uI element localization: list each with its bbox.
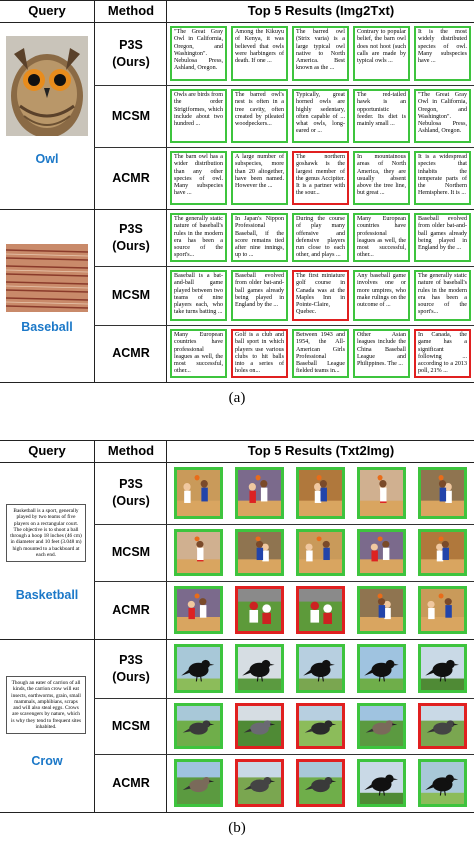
result-text-cell: "The Great Gray Owl in California, Oregon, and Washington". Nebulosa Press, Ashland, Oregon. bbox=[414, 89, 471, 143]
method-label-mcsm bbox=[96, 698, 166, 754]
result-thumbnail bbox=[418, 644, 467, 693]
result-thumbnail bbox=[296, 586, 345, 634]
method-label-acmr bbox=[96, 147, 166, 209]
result-text-cell: The barred owl's nest is often in a tree cavity, often created by pileated woodpeckers... bbox=[231, 89, 288, 143]
method-label-acmr bbox=[96, 325, 166, 382]
method-sub: (Ours) bbox=[112, 54, 150, 69]
method-header-b: Method bbox=[107, 443, 155, 458]
method-label-p3s bbox=[96, 22, 166, 85]
bird-photo-icon bbox=[177, 762, 220, 804]
result-thumbnail bbox=[357, 644, 406, 693]
bird-photo-icon bbox=[238, 706, 281, 746]
result-thumbnail bbox=[418, 586, 467, 634]
result-text-cell: It is a widespread species that inhabits the temperate parts of the Northern Hemisphere. It is ... bbox=[414, 151, 471, 205]
result-text-cell: The generally static nature of baseball's rules in the modern era has been a source of the sport's... bbox=[414, 270, 471, 321]
crow-query-label: Crow bbox=[31, 754, 63, 768]
result-text-cell: It is the most widely distributed species of owl. Many subspecies have ... bbox=[414, 26, 471, 81]
result-text-cell: Other Asian leagues include the China Baseball League and Philippines. The ... bbox=[353, 329, 410, 378]
result-thumbnail bbox=[174, 586, 223, 634]
query-header: Query bbox=[28, 3, 66, 18]
bird-photo-icon bbox=[177, 706, 220, 746]
result-thumbnail bbox=[235, 644, 284, 693]
query-header-b: Query bbox=[28, 443, 66, 458]
result-text-cell: The first miniature golf course in Canada was at the Maples Inn in Pointe-Claire, Quebec. bbox=[292, 270, 349, 321]
bird-photo-icon bbox=[360, 706, 403, 746]
method-label-p3s bbox=[96, 462, 166, 524]
result-thumbnail bbox=[418, 467, 467, 519]
basketball-photo-icon bbox=[360, 589, 403, 631]
result-text-cell: The generally static nature of baseball's rules in the modern era has been a source of the sport's... bbox=[170, 213, 227, 262]
method-name: MCSM bbox=[111, 108, 151, 123]
method-label-acmr bbox=[96, 754, 166, 812]
crow-photo-icon bbox=[360, 647, 403, 690]
result-thumbnail bbox=[357, 759, 406, 807]
result-thumbnail bbox=[235, 759, 284, 807]
result-text-cell: In mountainous areas of North America, they are usually absent above the tree line, but great ... bbox=[353, 151, 410, 205]
basketball-photo-icon bbox=[299, 532, 342, 573]
result-text-cell: Baseball evolved from older bat-and-ball games already being played in England by the ... bbox=[231, 270, 288, 321]
result-text-cell: A large number of subspecies, more than 20 altogether, have been named. However the ... bbox=[231, 151, 288, 205]
crow-photo-icon bbox=[238, 647, 281, 690]
result-thumbnail bbox=[418, 759, 467, 807]
method-name: ACMR bbox=[112, 170, 150, 185]
basketball-photo-icon bbox=[421, 532, 464, 573]
result-thumbnail bbox=[174, 703, 223, 749]
crow-photo-icon bbox=[421, 762, 464, 804]
bird-photo-icon bbox=[299, 706, 342, 746]
result-thumbnail bbox=[418, 703, 467, 749]
basketball-query-text: Basketball is a sport, generally played by two teams of five players on a rectangular court. The objective is to shoot a ball through a hoop 18 inches (46 cm) in diameter and 10 feet (3.048 m) high mounted to a backboard at each end. bbox=[6, 504, 86, 562]
method-label-p3s bbox=[96, 209, 166, 266]
method-name: P3S bbox=[119, 652, 143, 667]
result-thumbnail bbox=[235, 467, 284, 519]
method-sub: (Ours) bbox=[112, 238, 150, 253]
result-thumbnail bbox=[357, 529, 406, 576]
result-text-cell: Between 1943 and 1954, the All-American Girls Professional Baseball League fielded teams in... bbox=[292, 329, 349, 378]
result-text-cell: "The Great Gray Owl in California, Oregon, and Washington". Nebulosa Press, Ashland, Oregon. bbox=[170, 26, 227, 81]
owl-query-image bbox=[6, 36, 88, 136]
result-thumbnail bbox=[296, 467, 345, 519]
method-name: P3S bbox=[119, 477, 143, 491]
result-text-cell: During the course of play many offensive and defensive players run close to each other, and plays ... bbox=[292, 213, 349, 262]
owl-photo-icon bbox=[6, 36, 88, 136]
football-photo-icon bbox=[299, 589, 342, 631]
result-thumbnail bbox=[235, 703, 284, 749]
results-header: Top 5 Results (Img2Txt) bbox=[247, 3, 395, 18]
method-label-mcsm bbox=[96, 85, 166, 147]
method-label-mcsm bbox=[96, 266, 166, 325]
result-thumbnail bbox=[174, 529, 223, 576]
baseball-query-image bbox=[6, 244, 88, 312]
method-name: MCSM bbox=[111, 288, 151, 302]
basketball-photo-icon bbox=[238, 470, 281, 516]
crow-photo-icon bbox=[177, 647, 220, 690]
owl-query-label: Owl bbox=[35, 152, 59, 166]
panel-a-img2txt bbox=[0, 0, 474, 406]
result-text-cell: Many European countries have professional leagues as well, the most successful, other... bbox=[353, 213, 410, 262]
result-thumbnail bbox=[174, 467, 223, 519]
basketball-photo-icon bbox=[421, 470, 464, 516]
result-text-cell: Typically, great horned owls are highly sedentary, often capable of ... what owls, long-eared or ... bbox=[292, 89, 349, 143]
basketball-photo-icon bbox=[299, 470, 342, 516]
method-name: ACMR bbox=[112, 775, 150, 790]
result-thumbnail bbox=[296, 703, 345, 749]
crow-photo-icon bbox=[421, 647, 464, 690]
caption-b: (b) bbox=[228, 820, 246, 836]
method-name: P3S bbox=[119, 221, 143, 236]
bird-photo-icon bbox=[238, 762, 281, 804]
panel-b-txt2img bbox=[0, 440, 474, 836]
basketball-photo-icon bbox=[177, 470, 220, 516]
method-name: ACMR bbox=[112, 602, 150, 617]
method-name: MCSM bbox=[111, 718, 151, 733]
bird-photo-icon bbox=[421, 706, 464, 746]
result-text-cell: Baseball is a bat-and-ball game played between two teams of nine players each, who take turns batting ... bbox=[170, 270, 227, 321]
result-text-cell: Baseball evolved from older bat-and-ball games already being played in England by the ... bbox=[414, 213, 471, 262]
results-header-b: Top 5 Results (Txt2Img) bbox=[247, 443, 395, 458]
baseball-query-label: Baseball bbox=[21, 320, 73, 334]
result-thumbnail bbox=[296, 529, 345, 576]
basketball-photo-icon bbox=[177, 589, 220, 631]
result-text-cell: Many European countries have professional leagues as well, the most successful, other... bbox=[170, 329, 227, 378]
result-text-cell: Any baseball game involves one or more umpires, who make rulings on the outcome of ... bbox=[353, 270, 410, 321]
result-thumbnail bbox=[296, 759, 345, 807]
basketball-photo-icon bbox=[360, 532, 403, 573]
result-thumbnail bbox=[235, 586, 284, 634]
result-text-cell: In Canada, the game has a significant following ... according to a 2013 poll, 21% ... bbox=[414, 329, 471, 378]
bird-photo-icon bbox=[299, 762, 342, 804]
crow-query-text: Though an eater of carrion of all kinds, the carrion crow will eat insects, earthworms, grain, small mammals, amphibians, scraps and will also steal eggs. Crows are scavengers by nature, which is why they tend to frequent sites inhabited. bbox=[6, 676, 86, 734]
result-text-cell: The red-tailed hawk is an opportunistic feeder. Its diet is mainly small ... bbox=[353, 89, 410, 143]
result-thumbnail bbox=[357, 703, 406, 749]
result-text-cell: The northern goshawk is the largest member of the genus Accipiter. It is a partner with the sour... bbox=[292, 151, 349, 205]
result-text-cell: Golf is a club and ball sport in which players use various clubs to hit balls into a series of holes on... bbox=[231, 329, 288, 378]
result-text-cell: In Japan's Nippon Professional Baseball, if the score remains tied after nine innings, up to ... bbox=[231, 213, 288, 262]
result-thumbnail bbox=[296, 644, 345, 693]
result-text-cell: The barn owl has a wider distribution than any other species of owl. Many subspecies have ... bbox=[170, 151, 227, 205]
crow-photo-icon bbox=[299, 647, 342, 690]
caption-a: (a) bbox=[228, 390, 246, 406]
result-thumbnail bbox=[174, 644, 223, 693]
method-label-p3s bbox=[96, 639, 166, 698]
baseball-stitching-photo-icon bbox=[6, 244, 88, 312]
method-sub: (Ours) bbox=[112, 669, 150, 684]
method-label-acmr bbox=[96, 581, 166, 639]
result-text-cell: Among the Kikuyu of Kenya, it was believed that owls were harbingers of death. If one ... bbox=[231, 26, 288, 81]
result-text-cell: Contrary to popular belief, the barn owl does not hoot (such calls are made by typical owls ... bbox=[353, 26, 410, 81]
result-thumbnail bbox=[357, 467, 406, 519]
result-text-cell: Owls are birds from the order Strigiformes, which include about two hundred ... bbox=[170, 89, 227, 143]
basketball-query-label: Basketball bbox=[15, 588, 79, 602]
method-name: ACMR bbox=[112, 346, 150, 360]
basketball-photo-icon bbox=[421, 589, 464, 631]
result-text-cell: The barred owl (Strix varia) is a large typical owl native to North America. Best known as the ... bbox=[292, 26, 349, 81]
method-sub: (Ours) bbox=[112, 494, 150, 508]
method-header: Method bbox=[107, 3, 155, 18]
result-thumbnail bbox=[357, 586, 406, 634]
result-thumbnail bbox=[235, 529, 284, 576]
result-thumbnail bbox=[418, 529, 467, 576]
basketball-photo-icon bbox=[360, 470, 403, 516]
football-photo-icon bbox=[238, 589, 281, 631]
basketball-photo-icon bbox=[177, 532, 220, 573]
result-thumbnail bbox=[174, 759, 223, 807]
basketball-photo-icon bbox=[238, 532, 281, 573]
method-name: MCSM bbox=[111, 545, 151, 559]
method-label-mcsm bbox=[96, 524, 166, 581]
method-name: P3S bbox=[119, 37, 143, 52]
crow-photo-icon bbox=[360, 762, 403, 804]
